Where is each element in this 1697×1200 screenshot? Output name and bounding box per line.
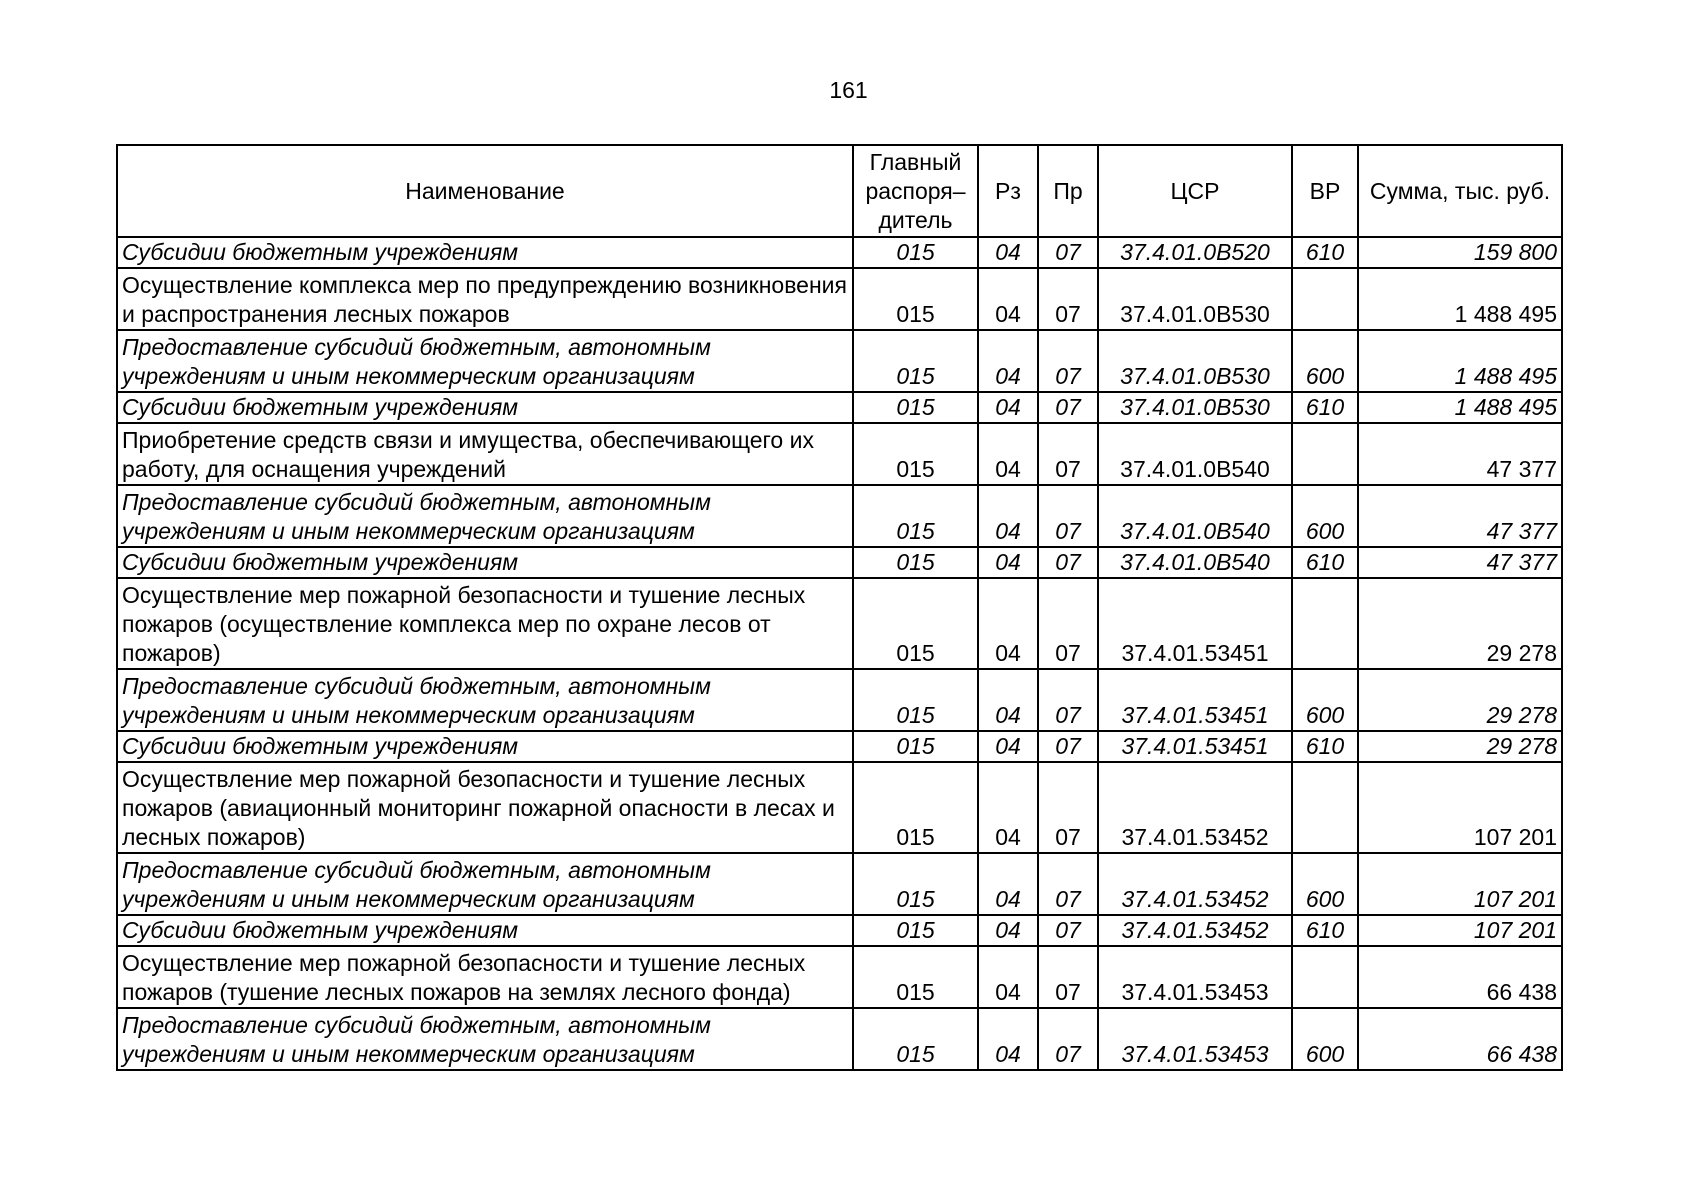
cell-pr: 07 xyxy=(1038,423,1098,485)
cell-rz: 04 xyxy=(978,669,1038,731)
table-row xyxy=(117,268,1562,330)
cell-admin: 015 xyxy=(853,485,978,547)
cell-pr: 07 xyxy=(1038,853,1098,915)
cell-pr: 07 xyxy=(1038,1008,1098,1070)
cell-csr: 37.4.01.0В530 xyxy=(1098,392,1292,423)
cell-rz: 04 xyxy=(978,423,1038,485)
cell-csr: 37.4.01.53451 xyxy=(1098,731,1292,762)
cell-vr: 610 xyxy=(1292,915,1358,946)
cell-rz: 04 xyxy=(978,330,1038,392)
cell-vr: 610 xyxy=(1292,547,1358,578)
header-admin: Главный распоря–дитель xyxy=(853,145,978,237)
cell-admin: 015 xyxy=(853,392,978,423)
cell-pr: 07 xyxy=(1038,237,1098,268)
cell-csr: 37.4.01.0В540 xyxy=(1098,423,1292,485)
header-row xyxy=(117,145,1562,237)
cell-csr: 37.4.01.53453 xyxy=(1098,946,1292,1008)
cell-vr: 610 xyxy=(1292,731,1358,762)
cell-csr: 37.4.01.53453 xyxy=(1098,1008,1292,1070)
cell-csr: 37.4.01.0В530 xyxy=(1098,330,1292,392)
table-row xyxy=(117,669,1562,731)
cell-csr: 37.4.01.0В540 xyxy=(1098,485,1292,547)
table-row xyxy=(117,946,1562,1008)
cell-csr: 37.4.01.0В520 xyxy=(1098,237,1292,268)
cell-vr xyxy=(1292,423,1358,485)
cell-rz: 04 xyxy=(978,485,1038,547)
cell-name: Осуществление мер пожарной безопасности и тушение лесных пожаров (авиационный мониторинг пожарной опасности в лесах и лесных пожаров) xyxy=(117,762,853,853)
cell-rz: 04 xyxy=(978,578,1038,669)
cell-name: Субсидии бюджетным учреждениям xyxy=(117,392,853,423)
cell-csr: 37.4.01.53452 xyxy=(1098,762,1292,853)
cell-sum: 159 800 xyxy=(1358,237,1562,268)
cell-pr: 07 xyxy=(1038,268,1098,330)
cell-sum: 29 278 xyxy=(1358,578,1562,669)
cell-rz: 04 xyxy=(978,237,1038,268)
table-row xyxy=(117,578,1562,669)
cell-sum: 47 377 xyxy=(1358,423,1562,485)
header-pr: Пр xyxy=(1038,145,1098,237)
cell-vr: 600 xyxy=(1292,330,1358,392)
header-csr: ЦСР xyxy=(1098,145,1292,237)
cell-pr: 07 xyxy=(1038,915,1098,946)
table-row xyxy=(117,762,1562,853)
cell-sum: 1 488 495 xyxy=(1358,330,1562,392)
cell-rz: 04 xyxy=(978,946,1038,1008)
cell-name: Субсидии бюджетным учреждениям xyxy=(117,237,853,268)
cell-rz: 04 xyxy=(978,915,1038,946)
cell-admin: 015 xyxy=(853,915,978,946)
table-row xyxy=(117,485,1562,547)
cell-pr: 07 xyxy=(1038,578,1098,669)
cell-vr xyxy=(1292,578,1358,669)
table-row xyxy=(117,731,1562,762)
cell-sum: 29 278 xyxy=(1358,669,1562,731)
cell-sum: 107 201 xyxy=(1358,853,1562,915)
cell-rz: 04 xyxy=(978,1008,1038,1070)
cell-name: Субсидии бюджетным учреждениям xyxy=(117,547,853,578)
cell-admin: 015 xyxy=(853,1008,978,1070)
cell-admin: 015 xyxy=(853,578,978,669)
table-row xyxy=(117,392,1562,423)
cell-csr: 37.4.01.53452 xyxy=(1098,853,1292,915)
cell-sum: 1 488 495 xyxy=(1358,392,1562,423)
cell-pr: 07 xyxy=(1038,485,1098,547)
cell-rz: 04 xyxy=(978,853,1038,915)
cell-csr: 37.4.01.53451 xyxy=(1098,578,1292,669)
cell-sum: 29 278 xyxy=(1358,731,1562,762)
cell-csr: 37.4.01.0В530 xyxy=(1098,268,1292,330)
cell-rz: 04 xyxy=(978,392,1038,423)
cell-admin: 015 xyxy=(853,853,978,915)
cell-pr: 07 xyxy=(1038,547,1098,578)
cell-csr: 37.4.01.53452 xyxy=(1098,915,1292,946)
cell-admin: 015 xyxy=(853,423,978,485)
cell-name: Предоставление субсидий бюджетным, автономным учреждениям и иным некоммерческим организациям xyxy=(117,330,853,392)
cell-sum: 107 201 xyxy=(1358,762,1562,853)
header-sum: Сумма, тыс. руб. xyxy=(1358,145,1562,237)
budget-table xyxy=(116,144,1563,1071)
cell-admin: 015 xyxy=(853,268,978,330)
cell-name: Предоставление субсидий бюджетным, автономным учреждениям и иным некоммерческим организациям xyxy=(117,669,853,731)
cell-sum: 107 201 xyxy=(1358,915,1562,946)
cell-name: Предоставление субсидий бюджетным, автономным учреждениям и иным некоммерческим организациям xyxy=(117,1008,853,1070)
table-row xyxy=(117,853,1562,915)
cell-rz: 04 xyxy=(978,731,1038,762)
cell-sum: 66 438 xyxy=(1358,1008,1562,1070)
table-row xyxy=(117,237,1562,268)
cell-admin: 015 xyxy=(853,330,978,392)
cell-sum: 1 488 495 xyxy=(1358,268,1562,330)
cell-rz: 04 xyxy=(978,268,1038,330)
cell-name: Предоставление субсидий бюджетным, автономным учреждениям и иным некоммерческим организациям xyxy=(117,485,853,547)
cell-vr: 610 xyxy=(1292,392,1358,423)
cell-admin: 015 xyxy=(853,762,978,853)
cell-admin: 015 xyxy=(853,946,978,1008)
header-rz: Рз xyxy=(978,145,1038,237)
cell-pr: 07 xyxy=(1038,392,1098,423)
header-vr: ВР xyxy=(1292,145,1358,237)
cell-admin: 015 xyxy=(853,547,978,578)
table-row xyxy=(117,547,1562,578)
cell-admin: 015 xyxy=(853,237,978,268)
table-row xyxy=(117,915,1562,946)
header-name: Наименование xyxy=(117,145,853,237)
cell-pr: 07 xyxy=(1038,330,1098,392)
cell-vr: 610 xyxy=(1292,237,1358,268)
table-row xyxy=(117,330,1562,392)
page-number: 161 xyxy=(829,77,868,103)
table-body xyxy=(117,237,1562,1070)
cell-vr: 600 xyxy=(1292,853,1358,915)
cell-vr: 600 xyxy=(1292,485,1358,547)
cell-admin: 015 xyxy=(853,731,978,762)
cell-pr: 07 xyxy=(1038,946,1098,1008)
cell-sum: 66 438 xyxy=(1358,946,1562,1008)
cell-csr: 37.4.01.0В540 xyxy=(1098,547,1292,578)
table-row xyxy=(117,423,1562,485)
cell-rz: 04 xyxy=(978,547,1038,578)
cell-csr: 37.4.01.53451 xyxy=(1098,669,1292,731)
cell-pr: 07 xyxy=(1038,669,1098,731)
cell-name: Субсидии бюджетным учреждениям xyxy=(117,915,853,946)
cell-sum: 47 377 xyxy=(1358,485,1562,547)
cell-sum: 47 377 xyxy=(1358,547,1562,578)
cell-name: Субсидии бюджетным учреждениям xyxy=(117,731,853,762)
cell-name: Осуществление комплекса мер по предупреждению возникновения и распространения лесных пожаров xyxy=(117,268,853,330)
cell-name: Осуществление мер пожарной безопасности и тушение лесных пожаров (осуществление комплекса мер по охране лесов от пожаров) xyxy=(117,578,853,669)
table-row xyxy=(117,1008,1562,1070)
cell-vr xyxy=(1292,762,1358,853)
cell-vr xyxy=(1292,946,1358,1008)
cell-name: Осуществление мер пожарной безопасности и тушение лесных пожаров (тушение лесных пожаров на землях лесного фонда) xyxy=(117,946,853,1008)
cell-name: Приобретение средств связи и имущества, обеспечивающего их работу, для оснащения учреждений xyxy=(117,423,853,485)
cell-pr: 07 xyxy=(1038,762,1098,853)
cell-vr: 600 xyxy=(1292,669,1358,731)
cell-admin: 015 xyxy=(853,669,978,731)
cell-vr xyxy=(1292,268,1358,330)
cell-pr: 07 xyxy=(1038,731,1098,762)
cell-rz: 04 xyxy=(978,762,1038,853)
cell-vr: 600 xyxy=(1292,1008,1358,1070)
cell-name: Предоставление субсидий бюджетным, автономным учреждениям и иным некоммерческим организациям xyxy=(117,853,853,915)
